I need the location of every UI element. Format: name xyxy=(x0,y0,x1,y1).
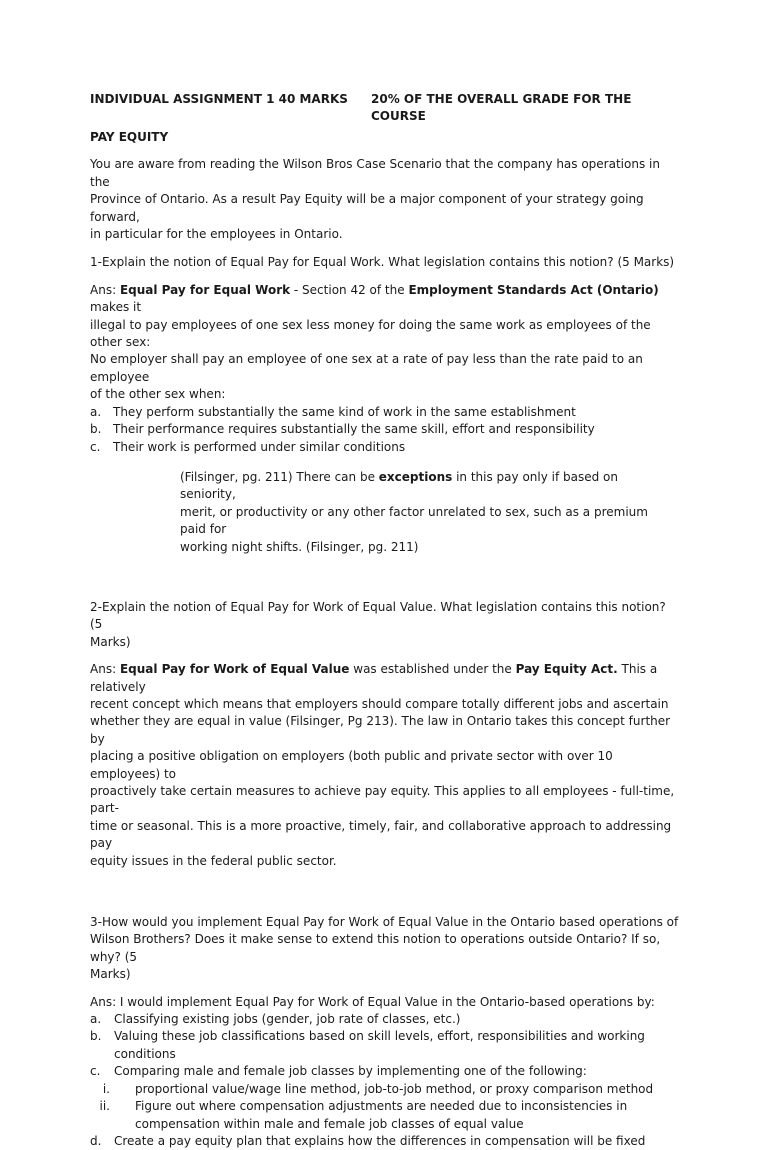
answer-prefix: Ans: xyxy=(90,282,120,297)
list-item xyxy=(90,1133,680,1150)
conditions-list xyxy=(90,404,680,456)
answer-1 xyxy=(90,282,680,404)
intro-line: Province of Ontario. As a result Pay Equity will be a major component of your strategy going forward, xyxy=(90,192,644,224)
note-line: working night shifts. (Filsinger, pg. 211) xyxy=(180,539,419,554)
list-marker: c. xyxy=(90,1064,101,1079)
note-first-line xyxy=(180,469,670,504)
answer-1-mid: - Section 42 of the xyxy=(290,282,409,297)
list-item-text: Comparing male and female job classes by implementing one of the following: xyxy=(114,1064,587,1079)
note-tail: in this pay only if based on seniority, xyxy=(180,469,619,502)
question-2-line: Marks) xyxy=(90,634,131,649)
list-marker: a. xyxy=(90,1012,102,1027)
question-3-line: Wilson Brothers? Does it make sense to extend this notion to operations outside Ontario? If so, why? (5 xyxy=(90,932,661,964)
list-item-text: Create a pay equity plan that explains how the differences in compensation will be fixed xyxy=(114,1133,646,1148)
answer-2-act: Pay Equity Act. xyxy=(515,662,618,677)
question-3-line: 3-How would you implement Equal Pay for Work of Equal Value in the Ontario based operations of xyxy=(90,915,679,930)
note-prefix: (Filsinger, pg. 211) There can be xyxy=(180,469,379,484)
answer-1-tail: makes it xyxy=(90,300,142,315)
answer-1-act: Employment Standards Act (Ontario) xyxy=(408,282,659,297)
answer-prefix: Ans: xyxy=(90,662,120,677)
note-line: merit, or productivity or any other factor unrelated to sex, such as a premium paid for xyxy=(180,504,648,537)
list-marker: b. xyxy=(90,422,102,437)
answer-1-line: No employer shall pay an employee of one sex at a rate of pay less than the rate paid to an employee xyxy=(90,352,643,384)
answer-2-term: Equal Pay for Work of Equal Value xyxy=(119,662,350,677)
list-marker: c. xyxy=(90,439,101,454)
intro-line: in particular for the employees in Ontario. xyxy=(90,227,343,242)
document-page xyxy=(90,91,680,1150)
question-3 xyxy=(90,914,680,984)
answer-2-mid: was established under the xyxy=(349,662,516,677)
list-item xyxy=(90,421,680,438)
answer-2-first-line xyxy=(90,661,680,696)
implementation-list xyxy=(90,1011,680,1150)
answer-2-line: placing a positive obligation on employers (both public and private sector with over 10 employees) to xyxy=(90,749,613,781)
question-3-line: Marks) xyxy=(90,967,131,982)
comparison-methods-list xyxy=(90,1081,680,1133)
list-item xyxy=(90,439,680,456)
list-item-text: Their work is performed under similar conditions xyxy=(113,439,406,454)
exceptions-note xyxy=(180,469,670,556)
list-item-text: Classifying existing jobs (gender, job rate of classes, etc.) xyxy=(114,1012,461,1027)
list-item-line: conditions xyxy=(114,1046,176,1061)
answer-2-line: whether they are equal in value (Filsinger, Pg 213). The law in Ontario takes this concept further by xyxy=(90,714,671,746)
sub-list-marker: ii. xyxy=(99,1099,110,1114)
grade-weight: 20% OF THE OVERALL GRADE FOR THE COURSE xyxy=(371,92,632,124)
list-item xyxy=(90,1063,680,1080)
assignment-title: INDIVIDUAL ASSIGNMENT 1 40 MARKS xyxy=(90,92,348,106)
question-2-line: 2-Explain the notion of Equal Pay for Work of Equal Value. What legislation contains this notion? (5 xyxy=(90,599,666,632)
sub-list-item-text: proportional value/wage line method, job-to-job method, or proxy comparison method xyxy=(135,1081,654,1096)
sub-list-item xyxy=(90,1081,680,1098)
list-item xyxy=(90,1011,680,1028)
list-marker: b. xyxy=(90,1029,102,1044)
answer-2-line: proactively take certain measures to achieve pay equity. This applies to all employees - full-time, part- xyxy=(90,784,675,816)
sub-list-marker: i. xyxy=(102,1081,110,1096)
answer-1-line: illegal to pay employees of one sex less money for doing the same work as employees of the other sex: xyxy=(90,317,651,350)
list-item-text: Their performance requires substantially the same skill, effort and responsibility xyxy=(113,422,595,437)
question-1: 1-Explain the notion of Equal Pay for Equal Work. What legislation contains this notion? (5 Marks) xyxy=(90,255,675,270)
list-marker: a. xyxy=(90,404,102,419)
list-item xyxy=(90,404,680,421)
list-item-line: Valuing these job classifications based on skill levels, effort, responsibilities and working xyxy=(114,1029,645,1044)
answer-2 xyxy=(90,661,680,870)
sub-list-item-text xyxy=(135,1098,680,1133)
assignment-header xyxy=(90,91,680,124)
sub-list-container xyxy=(90,1081,680,1133)
list-item-text xyxy=(114,1028,680,1063)
answer-1-line: of the other sex when: xyxy=(90,387,226,402)
answer-1-first-line xyxy=(90,282,680,317)
sub-list-item-line: compensation within male and female job classes of equal value xyxy=(135,1116,524,1131)
answer-2-line: time or seasonal. This is a more proactive, timely, fair, and collaborative approach to addressing pay xyxy=(90,818,672,851)
sub-list-item xyxy=(90,1098,680,1133)
list-marker: d. xyxy=(90,1133,102,1148)
answer-3: Ans: I would implement Equal Pay for Work of Equal Value in the Ontario-based operations by: xyxy=(90,994,655,1009)
answer-1-term: Equal Pay for Equal Work xyxy=(119,282,291,297)
note-bold: exceptions xyxy=(378,469,453,484)
list-item xyxy=(90,1028,680,1063)
answer-2-tail: This a relatively xyxy=(90,662,658,694)
list-item-text: They perform substantially the same kind of work in the same establishment xyxy=(113,404,576,419)
answer-2-line: recent concept which means that employers should compare totally different jobs and ascertain xyxy=(90,696,669,711)
question-2 xyxy=(90,599,680,651)
answer-2-line: equity issues in the federal public sector. xyxy=(90,853,337,868)
intro-paragraph xyxy=(90,156,680,243)
sub-list-item-line: Figure out where compensation adjustments are needed due to inconsistencies in xyxy=(135,1099,628,1114)
intro-line: You are aware from reading the Wilson Bros Case Scenario that the company has operations in the xyxy=(90,157,660,189)
section-title: PAY EQUITY xyxy=(90,130,169,144)
